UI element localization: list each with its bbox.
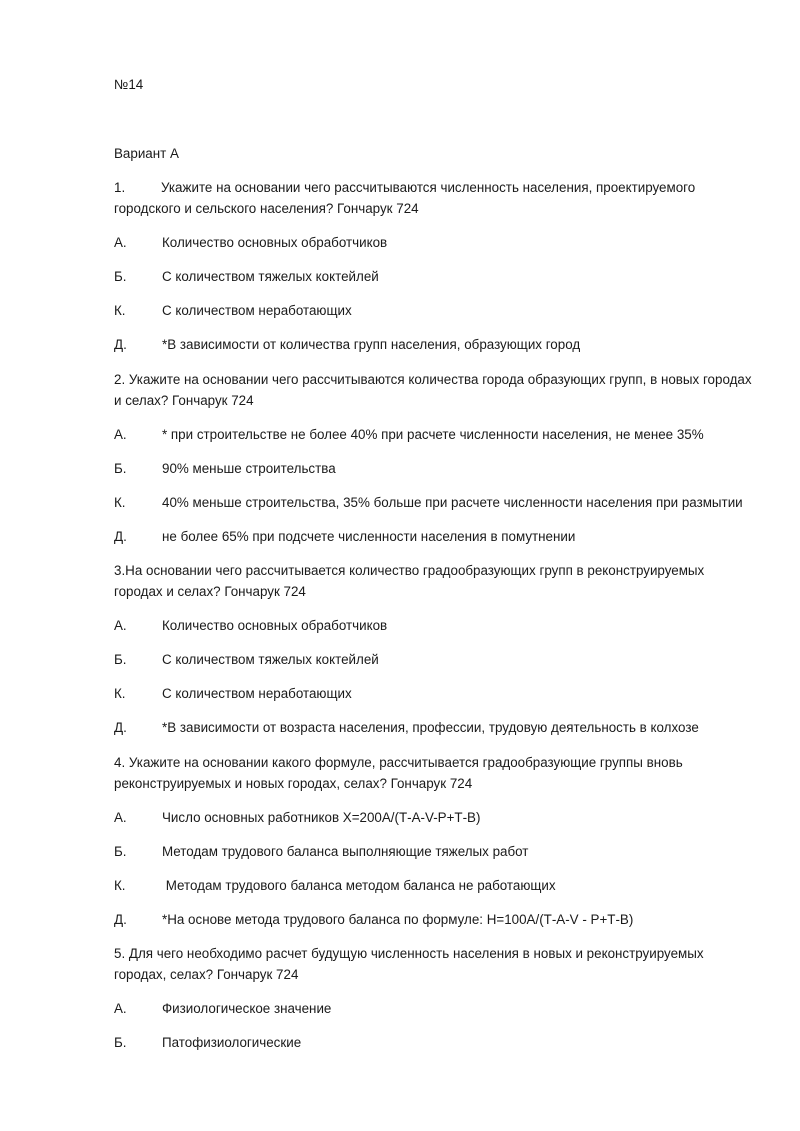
option-q2-b <box>114 459 774 479</box>
option-q1-a <box>114 233 774 253</box>
option-letter: К. <box>114 878 126 893</box>
option-text: *В зависимости от количества групп населения, образующих город <box>162 337 581 352</box>
option-q4-d <box>114 910 774 930</box>
option-letter: К. <box>114 495 126 510</box>
option-letter: Д. <box>114 912 127 927</box>
option-text: Число основных работников Х=200А/(Т-А-V-Р+Т-В) <box>162 810 481 825</box>
question-number: 1. <box>114 180 126 195</box>
option-letter: Б. <box>114 844 127 859</box>
option-q5-a <box>114 999 774 1019</box>
option-text: *В зависимости от возраста населения, профессии, трудовую деятельность в колхозе <box>162 720 699 735</box>
option-text: С количеством тяжелых коктейлей <box>162 269 379 284</box>
option-q3-a <box>114 616 774 636</box>
document-number: №14 <box>114 77 144 92</box>
option-text: 40% меньше строительства, 35% больше при расчете численности населения при размытии <box>162 495 743 510</box>
option-letter: К. <box>114 686 126 701</box>
option-letter: Д. <box>114 529 127 544</box>
option-letter: А. <box>114 235 127 250</box>
option-text: С количеством неработающих <box>162 303 352 318</box>
question-text: 2. Укажите на основании чего рассчитываются количества города образующих групп, в новых городах и селах? Гончарук 724 <box>114 372 752 408</box>
option-text: Методам трудового баланса методом баланса не работающих <box>162 878 556 893</box>
option-letter: А. <box>114 618 127 633</box>
option-q4-b <box>114 842 774 862</box>
option-text: Физиологическое значение <box>162 1001 332 1016</box>
option-text: Методам трудового баланса выполняющие тяжелых работ <box>162 844 529 859</box>
option-text: Количество основных обработчиков <box>162 235 388 250</box>
option-q2-k <box>114 493 774 513</box>
option-q3-k <box>114 684 774 704</box>
option-q1-d <box>114 335 774 355</box>
option-q1-b <box>114 267 774 287</box>
option-q2-d <box>114 527 774 547</box>
question-4 <box>114 753 754 794</box>
option-text: С количеством неработающих <box>162 686 352 701</box>
option-text: С количеством тяжелых коктейлей <box>162 652 379 667</box>
option-text: *На основе метода трудового баланса по формуле: Н=100А/(Т-А-V - Р+Т-В) <box>162 912 634 927</box>
option-text: * при строительстве не более 40% при расчете численности населения, не менее 35% <box>162 427 704 442</box>
option-q4-a <box>114 808 774 828</box>
option-letter: А. <box>114 427 127 442</box>
option-q5-b <box>114 1033 774 1053</box>
option-letter: Б. <box>114 652 127 667</box>
option-text: Количество основных обработчиков <box>162 618 388 633</box>
option-text: 90% меньше строительства <box>162 461 336 476</box>
question-text: 3.На основании чего рассчитывается количество градообразующих групп в реконструируемых городах и селах? Гончарук 724 <box>114 563 705 599</box>
question-text: Укажите на основании чего рассчитываются численность населения, проектируемого городского и сельского населения? Гончарук 724 <box>114 180 696 216</box>
option-letter: Б. <box>114 1035 127 1050</box>
option-q4-k <box>114 876 774 896</box>
question-3 <box>114 561 754 602</box>
option-text: Патофизиологические <box>162 1035 302 1050</box>
option-letter: А. <box>114 810 127 825</box>
option-text: не более 65% при подсчете численности населения в помутнении <box>162 529 576 544</box>
option-letter: Д. <box>114 337 127 352</box>
option-q1-k <box>114 301 774 321</box>
option-q3-d <box>114 718 774 738</box>
option-letter: К. <box>114 303 126 318</box>
variant-heading: Вариант А <box>114 146 179 161</box>
option-letter: Д. <box>114 720 127 735</box>
option-letter: А. <box>114 1001 127 1016</box>
option-letter: Б. <box>114 461 127 476</box>
option-letter: Б. <box>114 269 127 284</box>
question-2 <box>114 370 754 411</box>
question-5 <box>114 944 754 985</box>
option-q3-b <box>114 650 774 670</box>
question-text: 5. Для чего необходимо расчет будущую численность населения в новых и реконструируемых городах, селах? Гончарук 724 <box>114 946 704 982</box>
option-q2-a <box>114 425 774 445</box>
question-1 <box>114 178 754 219</box>
question-text: 4. Укажите на основании какого формуле, рассчитывается градообразующие группы вновь реконструируемых и новых городах, селах? Гончарук 724 <box>114 755 683 791</box>
